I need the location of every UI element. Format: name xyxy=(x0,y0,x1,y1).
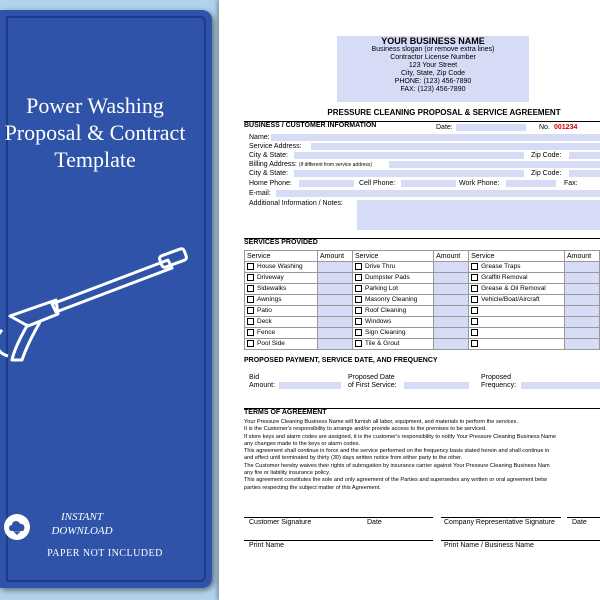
col-service: Service xyxy=(245,251,318,262)
amount-field[interactable] xyxy=(317,273,352,284)
service-cell[interactable] xyxy=(469,317,565,328)
amount-field[interactable] xyxy=(434,295,469,306)
frequency-label xyxy=(481,374,516,390)
date-signature-label: Date xyxy=(367,519,382,526)
business-license: Contractor License Number xyxy=(390,54,476,61)
zip-label-2: Zip Code: xyxy=(531,170,562,177)
service-checkbox[interactable] xyxy=(247,340,254,347)
amount-field[interactable] xyxy=(564,262,599,273)
service-label: Pool Side xyxy=(257,340,285,348)
service-checkbox[interactable] xyxy=(355,318,362,325)
service-checkbox[interactable] xyxy=(355,307,362,314)
service-checkbox[interactable] xyxy=(247,285,254,292)
service-label: Tile & Grout xyxy=(365,340,400,348)
service-label: Dumpster Pads xyxy=(365,274,410,282)
print-name-line[interactable] xyxy=(244,540,433,541)
rep-signature-line[interactable] xyxy=(441,517,561,518)
services-row xyxy=(245,284,600,295)
amount-field[interactable] xyxy=(564,339,599,350)
service-checkbox[interactable] xyxy=(471,296,478,303)
zip-field-2[interactable] xyxy=(569,170,600,177)
service-checkbox[interactable] xyxy=(471,318,478,325)
amount-field[interactable] xyxy=(564,317,599,328)
amount-field[interactable] xyxy=(434,284,469,295)
service-label: Roof Cleaning xyxy=(365,307,407,315)
services-row xyxy=(245,328,600,339)
services-header-label: SERVICES PROVIDED xyxy=(244,239,318,246)
service-checkbox[interactable] xyxy=(247,307,254,314)
business-fax: FAX: (123) 456-7890 xyxy=(400,86,466,93)
terms-line: If store keys and alarm codes are assigned, it is the customer's responsibility to notify Your Pressure Cleaning Business Name xyxy=(244,433,556,440)
service-cell[interactable] xyxy=(353,262,434,273)
business-slogan: Business slogan (or remove extra lines) xyxy=(371,46,495,53)
service-label: Awnings xyxy=(257,296,282,304)
service-checkbox[interactable] xyxy=(471,329,478,336)
billing-address-text: Billing Address: xyxy=(249,161,297,168)
service-label: Masonry Cleaning xyxy=(365,296,418,304)
business-name: YOUR BUSINESS NAME xyxy=(381,36,485,46)
service-checkbox[interactable] xyxy=(471,274,478,281)
first-service-label xyxy=(348,374,397,390)
services-table xyxy=(244,250,600,350)
email-field[interactable] xyxy=(276,190,600,197)
col-amount: Amount xyxy=(434,251,469,262)
billing-note: (If different from service address) xyxy=(298,162,373,168)
amount-field[interactable] xyxy=(317,262,352,273)
service-checkbox[interactable] xyxy=(355,263,362,270)
bid-amount-label xyxy=(249,374,275,390)
payment-header-label: PROPOSED PAYMENT, SERVICE DATE, AND FREQUENCY xyxy=(244,357,438,364)
services-row xyxy=(245,273,600,284)
city-state-field-2[interactable] xyxy=(294,170,524,177)
service-label: House Washing xyxy=(257,263,303,271)
amount-field[interactable] xyxy=(434,262,469,273)
book-cover xyxy=(0,10,212,588)
home-phone-label: Home Phone: xyxy=(249,180,292,187)
service-cell[interactable] xyxy=(469,284,565,295)
service-cell[interactable] xyxy=(245,339,318,350)
cell-phone-field[interactable] xyxy=(401,180,456,187)
service-cell[interactable] xyxy=(469,295,565,306)
city-state-field[interactable] xyxy=(294,152,524,159)
service-cell[interactable] xyxy=(245,306,318,317)
business-phone: PHONE: (123) 456-7890 xyxy=(394,78,472,85)
number-label: No. xyxy=(539,124,550,131)
service-checkbox[interactable] xyxy=(355,274,362,281)
service-cell[interactable] xyxy=(353,339,434,350)
amount-field[interactable] xyxy=(434,273,469,284)
name-label: Name: xyxy=(249,134,270,141)
terms-line: This agreement shall continue in force and the service performed on the frequency basis stated herein and shall continue in xyxy=(244,448,550,455)
frequency-field[interactable] xyxy=(521,382,600,389)
print-business-label: Print Name / Business Name xyxy=(444,542,534,549)
col-service: Service xyxy=(353,251,434,262)
rep-date-label: Date xyxy=(572,519,587,526)
services-row xyxy=(245,295,600,306)
service-checkbox[interactable] xyxy=(247,318,254,325)
amount-field[interactable] xyxy=(564,273,599,284)
service-checkbox[interactable] xyxy=(355,285,362,292)
bid-label-line2: Amount: xyxy=(249,382,276,389)
service-label: Patio xyxy=(257,307,272,315)
service-label: Grease & Oil Removal xyxy=(481,285,546,293)
date-label-line2: of First Service: xyxy=(348,382,397,389)
service-label: Vehicle/Boat/Aircraft xyxy=(481,296,540,304)
rep-signature-label: Company Representative Signature xyxy=(444,519,555,526)
customer-header-label: BUSINESS / CUSTOMER INFORMATION xyxy=(244,122,377,129)
service-cell[interactable] xyxy=(469,328,565,339)
amount-field[interactable] xyxy=(317,284,352,295)
service-label: Fence xyxy=(257,329,276,337)
service-cell[interactable] xyxy=(245,328,318,339)
notes-label: Additional Information / Notes: xyxy=(249,200,343,207)
service-label: Graffiti Removal xyxy=(481,274,528,282)
service-label: Sidewalks xyxy=(257,285,287,293)
col-amount: Amount xyxy=(317,251,352,262)
col-service: Service xyxy=(469,251,565,262)
col-amount: Amount xyxy=(564,251,599,262)
business-header xyxy=(337,36,529,102)
cover-title-line: Power Washing xyxy=(26,93,164,118)
amount-field[interactable] xyxy=(317,295,352,306)
terms-header-label: TERMS OF AGREEMENT xyxy=(244,409,327,416)
services-row xyxy=(245,262,600,273)
service-cell[interactable] xyxy=(353,328,434,339)
business-city: City, State, Zip Code xyxy=(400,70,466,77)
terms-line: This agreement constitutes the sole and only agreement of the Parties and supersedes any written or oral agreement betw xyxy=(244,477,547,484)
pressure-washer-gun-icon xyxy=(0,238,200,368)
amount-field[interactable] xyxy=(564,295,599,306)
service-checkbox[interactable] xyxy=(247,263,254,270)
bid-amount-field[interactable] xyxy=(279,382,341,389)
first-service-field[interactable] xyxy=(404,382,469,389)
amount-field[interactable] xyxy=(317,339,352,350)
freq-label-line2: Frequency: xyxy=(481,382,517,389)
service-label: Drive Thru xyxy=(365,263,396,271)
service-checkbox[interactable] xyxy=(471,340,478,347)
city-state-label-2: City & State: xyxy=(249,170,288,177)
service-checkbox[interactable] xyxy=(355,296,362,303)
service-cell[interactable] xyxy=(353,306,434,317)
amount-field[interactable] xyxy=(434,339,469,350)
print-business-line[interactable] xyxy=(441,540,600,541)
bid-label-line1: Bid xyxy=(249,374,260,381)
terms-line: It is the Customer's responsibility to arrange and/or provide access to the premises to be serviced. xyxy=(244,426,487,433)
services-section-header xyxy=(244,238,600,248)
rep-date-line[interactable] xyxy=(567,517,600,518)
cloud-download-icon xyxy=(4,514,30,540)
zip-field[interactable] xyxy=(569,152,600,159)
terms-line: any fire or liability insurance policy. xyxy=(244,470,331,477)
work-phone-label: Work Phone: xyxy=(459,180,500,187)
service-cell[interactable] xyxy=(353,284,434,295)
amount-field[interactable] xyxy=(564,328,599,339)
cover-title-line: Proposal & Contract xyxy=(4,120,186,145)
service-checkbox[interactable] xyxy=(355,329,362,336)
amount-field[interactable] xyxy=(564,284,599,295)
service-cell[interactable] xyxy=(353,273,434,284)
service-cell[interactable] xyxy=(469,339,565,350)
terms-text xyxy=(244,419,600,492)
email-label: E-mail: xyxy=(249,190,271,197)
terms-section-header xyxy=(244,408,600,418)
services-row xyxy=(245,339,600,350)
home-phone-field[interactable] xyxy=(299,180,354,187)
amount-field[interactable] xyxy=(317,317,352,328)
billing-address-label xyxy=(249,161,372,169)
zip-label: Zip Code: xyxy=(531,152,562,159)
date-field[interactable] xyxy=(456,124,526,131)
service-checkbox[interactable] xyxy=(355,340,362,347)
city-state-label: City & State: xyxy=(249,152,288,159)
service-address-field[interactable] xyxy=(311,143,600,150)
freq-label-line1: Proposed xyxy=(481,374,511,381)
payment-section-header xyxy=(244,357,600,366)
terms-line: parties respecting the subject matter of this Agreement. xyxy=(244,484,381,491)
service-label: Windows xyxy=(365,318,392,326)
cell-phone-label: Cell Phone: xyxy=(359,180,396,187)
terms-line: and effect until terminated by thirty (30) days written notice from either party to the other. xyxy=(244,455,463,462)
service-label: Sign Cleaning xyxy=(365,329,406,337)
billing-address-field[interactable] xyxy=(389,161,600,168)
customer-signature-line[interactable] xyxy=(244,517,374,518)
contract-number: 001234 xyxy=(554,124,578,131)
amount-field[interactable] xyxy=(317,328,352,339)
services-row xyxy=(245,317,600,328)
service-cell[interactable] xyxy=(353,317,434,328)
document-title: PRESSURE CLEANING PROPOSAL & SERVICE AGREEMENT xyxy=(327,108,561,117)
service-checkbox[interactable] xyxy=(247,329,254,336)
terms-line: The Customer hereby waives their rights of subrogation by insurance carrier against Your Pressure Cleaning Business Nam xyxy=(244,462,550,469)
instant-label: INSTANT xyxy=(61,511,103,523)
service-label: Grease Traps xyxy=(481,263,521,271)
service-cell[interactable] xyxy=(469,262,565,273)
paper-note: PAPER NOT INCLUDED xyxy=(47,548,163,559)
service-cell[interactable] xyxy=(245,317,318,328)
work-phone-field[interactable] xyxy=(506,180,556,187)
terms-line: any changes made to the keys or alarm codes. xyxy=(244,440,360,447)
amount-field[interactable] xyxy=(434,306,469,317)
terms-line: Your Pressure Cleaning Business Name will furnish all labor, equipment, and materials to perform the services. xyxy=(244,419,519,425)
service-checkbox[interactable] xyxy=(247,274,254,281)
service-address-label: Service Address: xyxy=(249,143,302,150)
name-field[interactable] xyxy=(271,134,600,141)
service-cell[interactable] xyxy=(245,262,318,273)
service-cell[interactable] xyxy=(469,306,565,317)
amount-field[interactable] xyxy=(434,317,469,328)
services-row xyxy=(245,306,600,317)
download-label: DOWNLOAD xyxy=(51,525,113,537)
cover-title xyxy=(0,92,212,173)
service-checkbox[interactable] xyxy=(471,285,478,292)
service-checkbox[interactable] xyxy=(471,263,478,270)
service-cell[interactable] xyxy=(353,295,434,306)
print-name-label: Print Name xyxy=(249,542,285,549)
date-signature-line[interactable] xyxy=(365,517,433,518)
service-checkbox[interactable] xyxy=(471,307,478,314)
amount-field[interactable] xyxy=(317,306,352,317)
date-label-line1: Proposed Date xyxy=(348,374,395,381)
service-cell[interactable] xyxy=(245,295,318,306)
service-label: Parking Lot xyxy=(365,285,398,293)
fax-label: Fax: xyxy=(564,180,578,187)
date-label: Date: xyxy=(436,124,453,131)
contract-document xyxy=(219,0,600,600)
service-cell[interactable] xyxy=(245,284,318,295)
amount-field[interactable] xyxy=(434,328,469,339)
cover-title-line: Template xyxy=(54,147,136,172)
service-cell[interactable] xyxy=(245,273,318,284)
customer-signature-label: Customer Signature xyxy=(249,519,312,526)
service-cell[interactable] xyxy=(469,273,565,284)
service-checkbox[interactable] xyxy=(247,296,254,303)
business-street: 123 Your Street xyxy=(408,62,458,69)
notes-field[interactable] xyxy=(357,200,600,230)
service-label: Driveway xyxy=(257,274,284,282)
service-label: Deck xyxy=(257,318,272,326)
amount-field[interactable] xyxy=(564,306,599,317)
services-table-header xyxy=(245,251,600,262)
